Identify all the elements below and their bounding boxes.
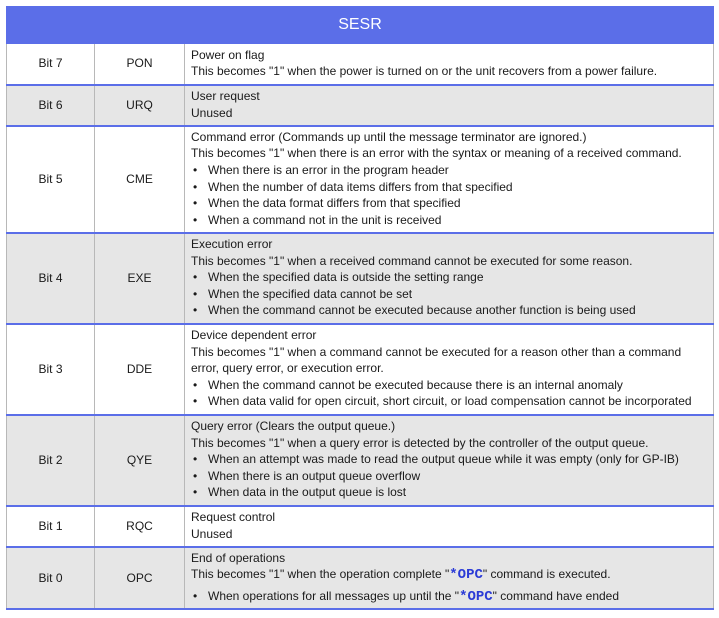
- list-item: • When data in the output queue is lost: [191, 484, 707, 501]
- name-cell: RQC: [95, 506, 185, 547]
- name-cell: EXE: [95, 233, 185, 324]
- bit-cell: Bit 4: [7, 233, 95, 324]
- bullet-list: [191, 162, 707, 228]
- table-row-bit5: [7, 126, 714, 233]
- description-cell: [185, 324, 714, 415]
- description-heading: Query error (Clears the output queue.): [191, 419, 396, 434]
- bit-cell: Bit 7: [7, 44, 95, 85]
- name-cell: URQ: [95, 85, 185, 126]
- opc-command-code: *OPC: [449, 567, 483, 584]
- description-cell: [185, 506, 714, 547]
- table-row-bit3: [7, 324, 714, 415]
- description-cell: [185, 233, 714, 324]
- table-row-bit0: [7, 547, 714, 610]
- description-text: This becomes "1" when a command cannot be executed for a reason other than a command error, query error, or execution error.: [191, 344, 682, 376]
- table-title: SESR: [7, 7, 714, 44]
- description-heading: User request: [191, 88, 260, 103]
- description-text: Unused: [191, 105, 233, 120]
- list-item: • When the command cannot be executed because another function is being used: [191, 302, 707, 319]
- name-cell: QYE: [95, 415, 185, 506]
- description-text: Unused: [191, 526, 233, 541]
- name-cell: DDE: [95, 324, 185, 415]
- table-row-bit6: [7, 85, 714, 126]
- list-item: • When an attempt was made to read the output queue while it was empty (only for GP-IB): [191, 451, 707, 468]
- description-heading: Command error (Commands up until the message terminator are ignored.): [191, 129, 587, 144]
- description-heading: Execution error: [191, 237, 273, 252]
- bit-cell: Bit 5: [7, 126, 95, 233]
- description-heading: Device dependent error: [191, 328, 317, 343]
- text-segment: " command have ended: [492, 588, 620, 603]
- description-cell: [185, 126, 714, 233]
- table-row-bit7: [7, 44, 714, 85]
- description-text: This becomes "1" when a query error is detected by the controller of the output queue.: [191, 435, 649, 450]
- list-item: • When the number of data items differs from that specified: [191, 179, 707, 196]
- text-segment: This becomes "1" when the operation complete ": [191, 567, 450, 582]
- description-heading: Power on flag: [191, 47, 265, 62]
- description-heading: End of operations: [191, 550, 286, 565]
- bit-cell: Bit 6: [7, 85, 95, 126]
- description-cell: [185, 415, 714, 506]
- description-cell: [185, 547, 714, 610]
- list-item: • When the command cannot be executed because there is an internal anomaly: [191, 377, 707, 394]
- table-row-bit2: [7, 415, 714, 506]
- name-cell: PON: [95, 44, 185, 85]
- opc-command-code: *OPC: [459, 588, 493, 605]
- text-segment: When operations for all messages up until the ": [208, 588, 460, 603]
- sesr-table: [6, 6, 714, 610]
- sesr-table-container: [6, 6, 713, 610]
- description-text: This becomes "1" when the power is turned on or the unit recovers from a power failure.: [191, 64, 658, 79]
- table-row-bit4: [7, 233, 714, 324]
- bullet-list: [191, 269, 707, 319]
- bullet-list: [191, 377, 707, 410]
- name-cell: CME: [95, 126, 185, 233]
- bit-cell: Bit 2: [7, 415, 95, 506]
- table-row-bit1: [7, 506, 714, 547]
- bit-cell: Bit 0: [7, 547, 95, 610]
- bullet-list: [191, 451, 707, 501]
- list-item: • When the specified data cannot be set: [191, 286, 707, 303]
- description-cell: [185, 44, 714, 85]
- list-item: [191, 588, 707, 606]
- name-cell: OPC: [95, 547, 185, 610]
- bit-cell: Bit 3: [7, 324, 95, 415]
- description-cell: [185, 85, 714, 126]
- text-segment: " command is executed.: [482, 567, 611, 582]
- description-text: This becomes "1" when a received command cannot be executed for some reason.: [191, 253, 633, 268]
- list-item: • When there is an output queue overflow: [191, 468, 707, 485]
- description-heading: Request control: [191, 509, 276, 524]
- list-item: • When the specified data is outside the setting range: [191, 269, 707, 286]
- list-item: • When the data format differs from that specified: [191, 195, 707, 212]
- list-item: • When data valid for open circuit, short circuit, or load compensation cannot be incorporated: [191, 393, 707, 410]
- description-text: [191, 566, 707, 584]
- bit-cell: Bit 1: [7, 506, 95, 547]
- list-item: • When there is an error in the program header: [191, 162, 707, 179]
- list-item: • When a command not in the unit is received: [191, 212, 707, 229]
- bullet-list: [191, 588, 707, 606]
- description-text: This becomes "1" when there is an error with the syntax or meaning of a received command.: [191, 146, 682, 161]
